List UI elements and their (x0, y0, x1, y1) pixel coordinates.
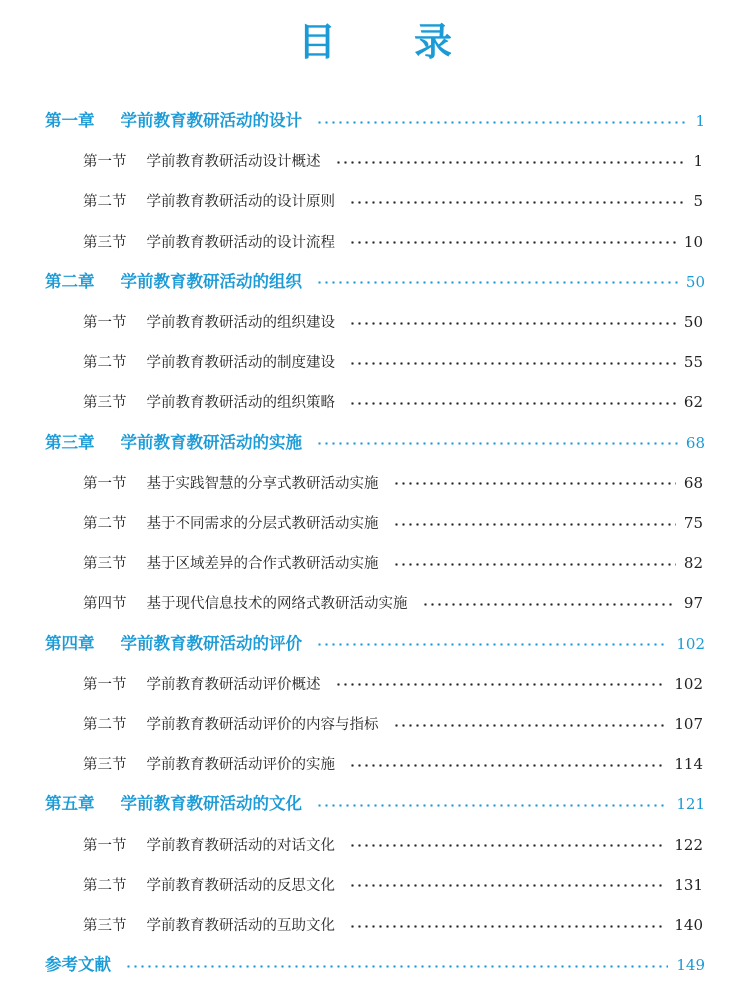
toc-entry-title: 学前教育教研活动评价概述 (146, 676, 321, 693)
toc-entry-title: 学前教育教研活动的设计 (120, 111, 302, 130)
toc-entry-title: 学前教育教研活动设计概述 (146, 154, 321, 171)
toc-page-number: 50 (683, 313, 703, 331)
toc-entry-title: 学前教育教研活动评价的内容与指标 (146, 717, 379, 733)
toc-page-number: 50 (685, 272, 705, 291)
toc-chapter-row[interactable] (45, 271, 705, 293)
toc-entry-title: 学前教育教研活动的组织 (120, 271, 302, 291)
toc-entry-title: 参考文献 (45, 955, 111, 975)
toc-section-row[interactable] (83, 351, 703, 373)
dot-leader (125, 965, 668, 968)
toc-entry-number: 第四章 (45, 633, 95, 653)
toc-entry-number: 第二节 (83, 516, 127, 532)
dot-leader (393, 563, 676, 566)
toc-entry-number: 第二章 (45, 271, 95, 291)
toc-page-number: 68 (683, 473, 703, 492)
dot-leader (335, 161, 686, 164)
toc-section-row[interactable] (83, 592, 703, 614)
toc-page-number: 62 (683, 393, 703, 412)
toc-entry-number: 第三节 (83, 234, 127, 251)
toc-page-number: 1 (695, 112, 705, 130)
toc-entry-title: 学前教育教研活动的组织建设 (146, 315, 335, 331)
toc-page-number: 97 (683, 594, 703, 613)
dot-leader (393, 482, 676, 485)
toc-entry-number: 第一节 (83, 315, 127, 331)
toc-entry-number: 第四节 (83, 596, 127, 613)
dot-leader (349, 322, 676, 325)
toc-entry-title: 学前教育教研活动的文化 (120, 794, 302, 814)
page-title: 目录 (297, 20, 530, 64)
toc-chapter-row[interactable] (45, 432, 705, 454)
toc-entry-number: 第三节 (83, 395, 127, 412)
toc-entry-number: 第五章 (45, 794, 95, 814)
toc-page-number: 121 (676, 795, 705, 814)
toc-entry-number: 第一节 (83, 837, 127, 854)
toc-section-row[interactable] (83, 753, 703, 775)
toc-section-row[interactable] (83, 391, 703, 413)
toc-entry-title: 学前教育教研活动的设计原则 (146, 194, 335, 211)
toc-section-row[interactable] (83, 552, 703, 574)
toc-entry-number: 第二节 (83, 194, 127, 211)
toc-page-number: 75 (683, 514, 703, 532)
toc-section-row[interactable] (83, 150, 703, 172)
toc-page-number: 82 (683, 554, 703, 573)
toc-section-row[interactable] (83, 512, 703, 534)
dot-leader (316, 643, 668, 646)
toc-page-number: 107 (674, 715, 703, 733)
toc-entry-title: 基于区域差异的合作式教研活动实施 (146, 556, 379, 573)
toc-section-row[interactable] (83, 834, 703, 856)
toc-chapter-row[interactable] (45, 793, 705, 815)
toc-entry-number: 第一章 (45, 111, 95, 130)
toc-section-row[interactable] (83, 914, 703, 936)
dot-leader (349, 402, 676, 405)
toc-section-row[interactable] (83, 472, 703, 494)
dot-leader (316, 442, 678, 445)
toc-page-number: 5 (693, 192, 703, 211)
toc-entry-title: 学前教育教研活动的制度建设 (146, 355, 335, 372)
toc-entry-title: 基于现代信息技术的网络式教研活动实施 (146, 596, 408, 613)
toc-entry-title: 基于不同需求的分层式教研活动实施 (146, 516, 379, 532)
toc-page-number: 68 (685, 433, 705, 452)
toc-entry-number: 第一节 (83, 676, 127, 693)
dot-leader (393, 523, 676, 526)
toc-page-number: 1 (693, 152, 703, 171)
toc-entry-number: 第三节 (83, 556, 127, 573)
dot-leader (349, 844, 666, 847)
toc-entry-title: 基于实践智慧的分享式教研活动实施 (146, 475, 379, 492)
toc-chapter-row[interactable] (45, 633, 705, 655)
dot-leader (335, 683, 667, 686)
toc-entry-title: 学前教育教研活动的评价 (120, 633, 302, 653)
toc-section-row[interactable] (83, 673, 703, 695)
toc-page-number: 102 (676, 634, 705, 653)
toc-entry-title: 学前教育教研活动的设计流程 (146, 234, 335, 251)
dot-leader (349, 241, 676, 244)
toc-page-number: 102 (674, 674, 703, 693)
toc-entry-number: 第二节 (83, 355, 127, 372)
toc-page-number: 122 (674, 835, 703, 854)
toc-page-number: 10 (683, 232, 703, 251)
toc-page-number: 140 (674, 916, 703, 934)
toc-entry-title: 学前教育教研活动的实施 (120, 432, 302, 452)
dot-leader (422, 603, 676, 606)
toc-entry-title: 学前教育教研活动的对话文化 (146, 837, 335, 854)
toc-page-number: 131 (674, 875, 703, 894)
toc-entry-number: 第一节 (83, 154, 127, 171)
dot-leader (316, 804, 668, 807)
toc-page-number: 149 (676, 956, 705, 975)
toc-page-number: 55 (683, 353, 703, 372)
dot-leader (349, 764, 666, 767)
dot-leader (349, 362, 676, 365)
toc-entry-number: 第三节 (83, 757, 127, 774)
toc-references-row[interactable] (45, 954, 705, 976)
toc-entry-number: 第一节 (83, 475, 127, 492)
dot-leader (316, 121, 687, 124)
toc-page-number: 114 (674, 755, 703, 774)
toc-section-row[interactable] (83, 311, 703, 333)
toc-chapter-row[interactable] (45, 110, 705, 132)
toc-section-row[interactable] (83, 713, 703, 735)
toc-section-row[interactable] (83, 190, 703, 212)
toc-entry-title: 学前教育教研活动的互助文化 (146, 918, 335, 934)
dot-leader (349, 925, 666, 928)
toc-section-row[interactable] (83, 231, 703, 253)
toc-entry-title: 学前教育教研活动的组织策略 (146, 395, 335, 412)
toc-entry-number: 第二节 (83, 717, 127, 733)
toc-entry-title: 学前教育教研活动的反思文化 (146, 877, 335, 894)
dot-leader (349, 201, 685, 204)
toc-entry-number: 第三章 (45, 432, 95, 452)
toc-section-row[interactable] (83, 874, 703, 896)
dot-leader (393, 724, 667, 727)
dot-leader (316, 281, 678, 284)
toc-entry-number: 第二节 (83, 877, 127, 894)
toc-entry-number: 第三节 (83, 918, 127, 934)
toc-entry-title: 学前教育教研活动评价的实施 (146, 757, 335, 774)
dot-leader (349, 884, 666, 887)
